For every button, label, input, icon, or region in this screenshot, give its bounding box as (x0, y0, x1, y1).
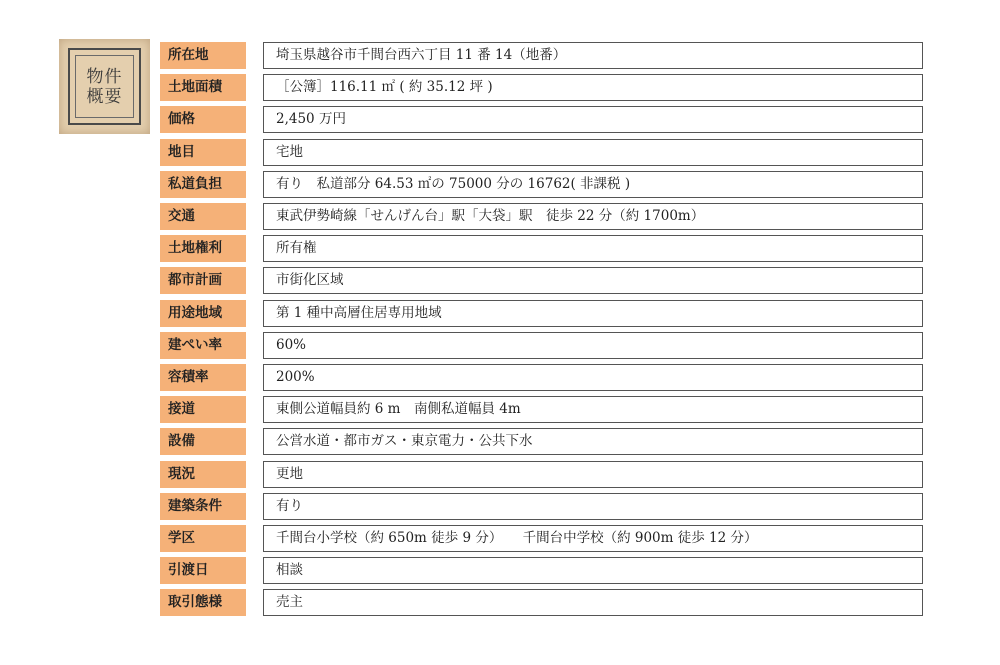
row-label: 学区 (160, 525, 246, 552)
row-label: 現況 (160, 461, 246, 488)
row-value: 市街化区域 (263, 267, 923, 294)
row-value: 千間台小学校（約 650m 徒歩 9 分） 千間台中学校（約 900m 徒歩 12 分） (263, 525, 923, 552)
row-label: 私道負担 (160, 171, 246, 198)
row-floor-area-ratio (160, 364, 924, 391)
row-label: 都市計画 (160, 267, 246, 294)
row-value: 有り 私道部分 64.53 ㎡の 75000 分の 16762( 非課税 ) (263, 171, 923, 198)
row-label: 用途地域 (160, 300, 246, 327)
row-land-area (160, 74, 924, 101)
row-current-status (160, 461, 924, 488)
row-address (160, 42, 924, 69)
badge-inner-frame (75, 55, 134, 118)
row-value: 売主 (263, 589, 923, 616)
row-handover-date (160, 557, 924, 584)
row-price (160, 106, 924, 133)
property-summary-badge (59, 39, 150, 134)
row-value: 東側公道幅員約 6 m 南側私道幅員 4m (263, 396, 923, 423)
row-value: 更地 (263, 461, 923, 488)
row-value: 東武伊勢崎線「せんげん台」駅「大袋」駅 徒歩 22 分（約 1700m） (263, 203, 923, 230)
row-value: 第 1 種中高層住居専用地域 (263, 300, 923, 327)
row-value: 宅地 (263, 139, 923, 166)
row-value: 所有権 (263, 235, 923, 262)
row-value: 相談 (263, 557, 923, 584)
badge-title-line-1: 物件 (86, 66, 123, 87)
row-label: 容積率 (160, 364, 246, 391)
row-label: 地目 (160, 139, 246, 166)
row-building-conditions (160, 493, 924, 520)
row-value: 公営水道・都市ガス・東京電力・公共下水 (263, 428, 923, 455)
row-label: 土地面積 (160, 74, 246, 101)
row-value: 60% (263, 332, 923, 359)
row-label: 取引態様 (160, 589, 246, 616)
row-label: 接道 (160, 396, 246, 423)
row-transaction-type (160, 589, 924, 616)
row-school-district (160, 525, 924, 552)
row-label: 交通 (160, 203, 246, 230)
row-value: 200% (263, 364, 923, 391)
row-label: 所在地 (160, 42, 246, 69)
row-private-road (160, 171, 924, 198)
row-label: 建築条件 (160, 493, 246, 520)
row-utilities (160, 428, 924, 455)
row-building-coverage (160, 332, 924, 359)
row-land-rights (160, 235, 924, 262)
row-road-access (160, 396, 924, 423)
row-transportation (160, 203, 924, 230)
row-zoning (160, 300, 924, 327)
row-label: 土地権利 (160, 235, 246, 262)
row-land-category (160, 139, 924, 166)
row-label: 建ぺい率 (160, 332, 246, 359)
row-city-planning (160, 267, 924, 294)
row-label: 設備 (160, 428, 246, 455)
row-value: ［公簿］116.11 ㎡ ( 約 35.12 坪 ) (263, 74, 923, 101)
row-value: 埼玉県越谷市千間台西六丁目 11 番 14（地番） (263, 42, 923, 69)
row-label: 引渡日 (160, 557, 246, 584)
badge-frame (68, 48, 141, 125)
row-value: 有り (263, 493, 923, 520)
badge-title-line-2: 概要 (86, 86, 123, 107)
row-label: 価格 (160, 106, 246, 133)
row-value: 2,450 万円 (263, 106, 923, 133)
